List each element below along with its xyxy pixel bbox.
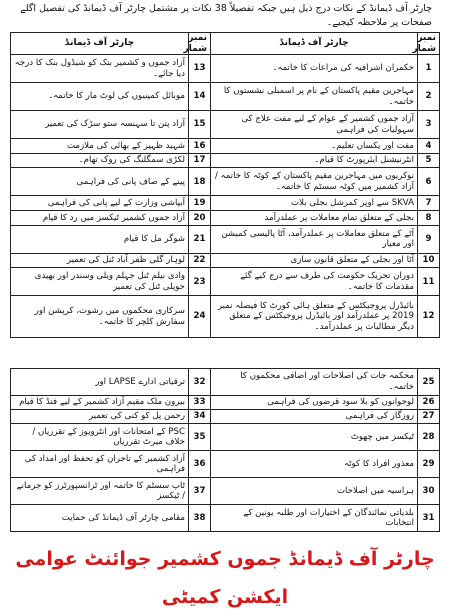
row-text: معذور افراد کا کوٹہ bbox=[211, 451, 418, 478]
table-row bbox=[11, 505, 440, 532]
row-number: 15 bbox=[189, 111, 211, 139]
row-text: بجلی کے متعلق تمام معاملات پر عملدرآمد bbox=[211, 211, 418, 226]
row-number: 4 bbox=[418, 139, 440, 154]
row-text: PSC کے امتحانات اور انٹرویوز کے تقرریاں / خلاف میرٹ تقرریاں bbox=[11, 424, 189, 451]
table-row bbox=[11, 55, 440, 83]
row-text: ہراسیہ میں اصلاحات bbox=[211, 478, 418, 505]
table-row bbox=[11, 395, 440, 409]
table-row bbox=[11, 225, 440, 253]
table-row bbox=[11, 451, 440, 478]
row-text: آزاد جموں کشمیر ٹیکسز میں رد کا قیام bbox=[11, 211, 189, 226]
row-text: حکمران اشرافیہ کی مراعات کا خاتمہ۔ bbox=[211, 55, 418, 83]
row-text: آزاد پتن تا سہنسہ ستو سڑک کی تعمیر bbox=[11, 111, 189, 139]
table-row bbox=[11, 153, 440, 168]
table-row bbox=[11, 111, 440, 139]
row-text: شوگر مل کا قیام bbox=[11, 225, 189, 253]
row-text: ٹاپ سسٹم کا خاتمہ اور ٹرانسپورٹرز کو جرمانے / ٹیکسز bbox=[11, 478, 189, 505]
row-text: لکڑی سمگلنگ کی روک تھام۔ bbox=[11, 153, 189, 168]
row-text: مقامی چارٹر آف ڈیمانڈ کی حمایت bbox=[11, 505, 189, 532]
row-number: 13 bbox=[189, 55, 211, 83]
table-row bbox=[11, 268, 440, 296]
row-text: رحمن پل کو کنی کی تعمیر bbox=[11, 410, 189, 424]
row-number: 37 bbox=[189, 478, 211, 505]
table-row bbox=[11, 424, 440, 451]
row-number: 6 bbox=[418, 168, 440, 196]
table-row bbox=[11, 369, 440, 396]
row-number: 16 bbox=[189, 139, 211, 154]
charter-table-1 bbox=[10, 32, 440, 338]
row-number: 30 bbox=[418, 478, 440, 505]
table-row bbox=[11, 168, 440, 196]
table-row bbox=[11, 211, 440, 226]
table-row bbox=[11, 478, 440, 505]
row-text: روزگار کی فراہمی bbox=[211, 410, 418, 424]
header-charter-left: چارٹر آف ڈیمانڈ bbox=[11, 33, 189, 55]
row-text: آزاد جموں کشمیر کے عوام کے لیے مفت علاج کی سہولیات کی فراہمی bbox=[211, 111, 418, 139]
table-row bbox=[11, 83, 440, 111]
row-text: آبپاشی وزارت کے لیے پانی کی فراہمی bbox=[11, 196, 189, 211]
row-number: 31 bbox=[418, 505, 440, 532]
row-number: 3 bbox=[418, 111, 440, 139]
row-text: ترقیاتی ادارے LAPSE اور bbox=[11, 369, 189, 396]
row-text: پینے کے صاف پانی کی فراہمی bbox=[11, 168, 189, 196]
table-row bbox=[11, 253, 440, 268]
row-text: آزاد کشمیر کے تاجران کو تحفظ اور امداد کی فراہمی bbox=[11, 451, 189, 478]
row-number: 28 bbox=[418, 424, 440, 451]
row-text: SKVA سے اوپر کمرشل بجلی بلات bbox=[211, 196, 418, 211]
row-number: 25 bbox=[418, 369, 440, 396]
row-number: 18 bbox=[189, 168, 211, 196]
row-number: 29 bbox=[418, 451, 440, 478]
table-row bbox=[11, 139, 440, 154]
row-number: 2 bbox=[418, 83, 440, 111]
row-number: 17 bbox=[189, 153, 211, 168]
row-number: 34 bbox=[189, 410, 211, 424]
row-number: 24 bbox=[189, 296, 211, 338]
row-number: 11 bbox=[418, 268, 440, 296]
table-header-row bbox=[11, 33, 440, 55]
row-number: 14 bbox=[189, 83, 211, 111]
row-text: دوران تحریک حکومت کی طرف سے درج کیے گئے مقدمات کا خاتمہ۔ bbox=[211, 268, 418, 296]
row-number: 23 bbox=[189, 268, 211, 296]
row-text: آزاد جموں و کشمیر بنک کو شیڈول بنک کا درجہ دیا جائے۔ bbox=[11, 55, 189, 83]
row-text: مہاجرین مقیم پاکستان کے نام پر اسمبلی نشستوں کا خاتمہ۔ bbox=[211, 83, 418, 111]
row-text: انٹرنیشنل ایئرپورٹ کا قیام۔ bbox=[211, 153, 418, 168]
intro-text: چارٹر آف ڈیمانڈ کے نکات درج ذیل ہیں جبکہ تفصیلاً 38 نکات پر مشتمل چارٹر آف ڈیمانڈ کی تفصیل اگلے صفحات پر ملاحظہ کیجیے۔ bbox=[20, 3, 432, 28]
row-text: لوہار گلی ظفر آباد ٹنل کی تعمیر bbox=[11, 253, 189, 268]
row-number: 9 bbox=[418, 225, 440, 253]
row-text: آٹا اور بجلی کے متعلق قانون سازی bbox=[211, 253, 418, 268]
row-text: آٹے کے متعلق معاملات پر عملدرآمد، آٹا پالیسی کمیشن اور معیار bbox=[211, 225, 418, 253]
row-number: 36 bbox=[189, 451, 211, 478]
row-number: 8 bbox=[418, 211, 440, 226]
header-charter-right: چارٹر آف ڈیمانڈ bbox=[211, 33, 418, 55]
table-row bbox=[11, 296, 440, 338]
footer-title: چارٹر آف ڈیمانڈ جموں کشمیر جوائنٹ عوامی ایکشن کمیٹی bbox=[15, 548, 435, 608]
row-number: 27 bbox=[418, 410, 440, 424]
row-text: ٹیکسز میں چھوٹ bbox=[211, 424, 418, 451]
row-number: 22 bbox=[189, 253, 211, 268]
row-number: 7 bbox=[418, 196, 440, 211]
row-text: بلدیاتی نمائندگان کے اختیارات اور طلبہ یونین کے انتخابات bbox=[211, 505, 418, 532]
table-row bbox=[11, 196, 440, 211]
row-text: وادی نیلم ٹنل جہلم ویلی وسندر اور بھیدی حویلی ٹنل کی تعمیر bbox=[11, 268, 189, 296]
row-text: لوجوانوں کو بلا سود قرضوں کی فراہمی bbox=[211, 395, 418, 409]
row-text: مفت اور یکساں تعلیم۔ bbox=[211, 139, 418, 154]
row-number: 26 bbox=[418, 395, 440, 409]
row-number: 33 bbox=[189, 395, 211, 409]
row-text: شہید ظہیر کے بھائی کی ملازمت bbox=[11, 139, 189, 154]
header-num-left: نمبر شمار bbox=[189, 33, 211, 55]
row-number: 19 bbox=[189, 196, 211, 211]
row-number: 5 bbox=[418, 153, 440, 168]
row-number: 10 bbox=[418, 253, 440, 268]
row-text: نوکریوں میں مہاجرین مقیم پاکستان کے کوٹہ کا خاتمہ / آزاد کشمیر میں کوٹہ سسٹم کا خاتمہ۔ bbox=[211, 168, 418, 196]
row-number: 35 bbox=[189, 424, 211, 451]
row-number: 20 bbox=[189, 211, 211, 226]
header-num-right: نمبر شمار bbox=[418, 33, 440, 55]
row-number: 32 bbox=[189, 369, 211, 396]
row-text: بیرون ملک مقیم آزاد کشمیر کے لیے فنڈ کا قیام bbox=[11, 395, 189, 409]
row-number: 38 bbox=[189, 505, 211, 532]
row-number: 12 bbox=[418, 296, 440, 338]
row-text: بائیڈرل پروجیکٹس کے متعلق ہائی کورٹ کا فیصلہ نمبر 2019 پر عملدرآمد اور بائیڈرل پروجیکٹس کے متعلق دیگر مطالبات پر عملدرآمد۔ bbox=[211, 296, 418, 338]
row-number: 21 bbox=[189, 225, 211, 253]
row-text: محکمہ جات کی اصلاحات اور اضافی محکموں کا خاتمہ۔ bbox=[211, 369, 418, 396]
row-text: سرکاری محکموں میں رشوت، کرپشن اور سفارش کلچر کا خاتمہ۔ bbox=[11, 296, 189, 338]
charter-table-2 bbox=[10, 368, 440, 532]
row-number: 1 bbox=[418, 55, 440, 83]
row-text: موبائل کمپنیوں کی لوٹ مار کا خاتمہ۔ bbox=[11, 83, 189, 111]
table-row bbox=[11, 410, 440, 424]
